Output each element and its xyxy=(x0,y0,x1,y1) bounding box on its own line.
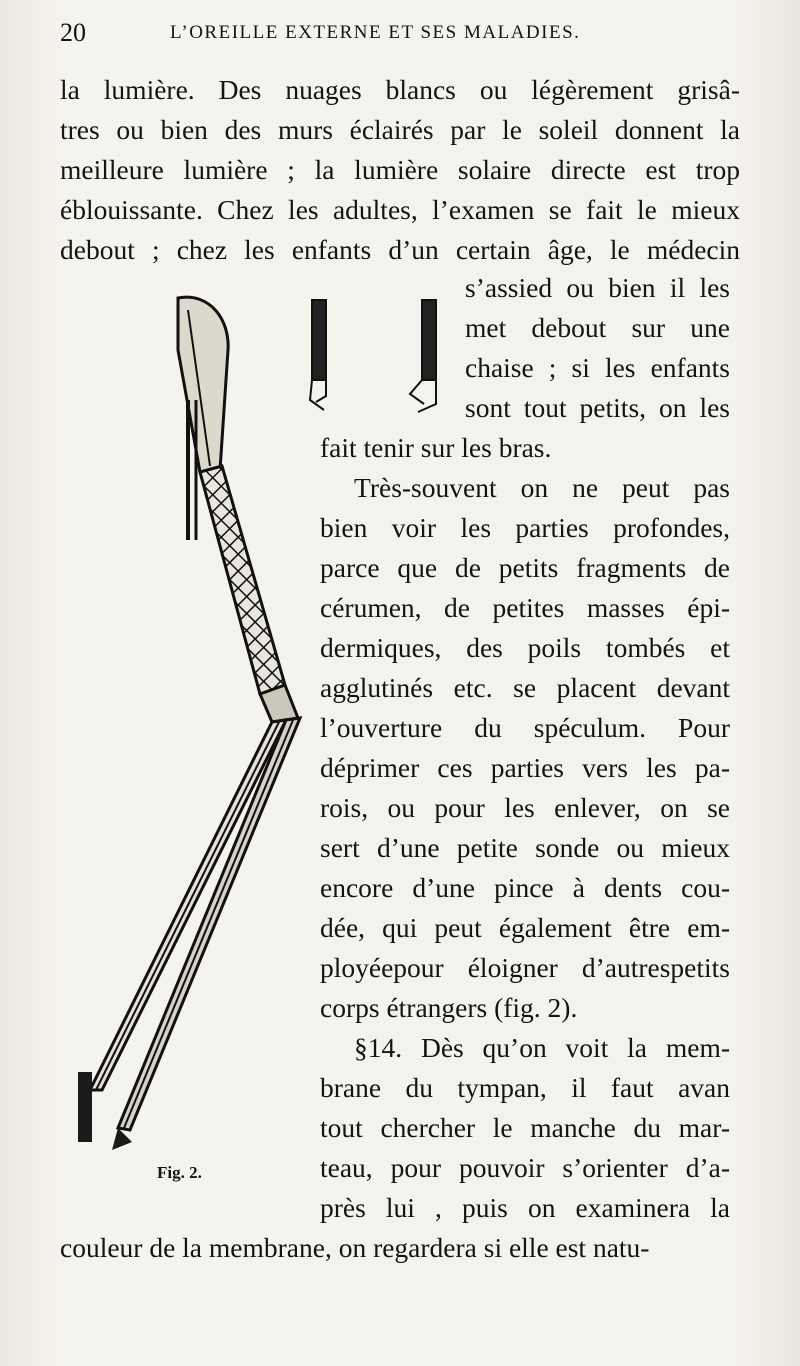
text-line: près lui , puis on examinera la xyxy=(320,1192,730,1223)
text-line: corps étrangers (fig. 2). xyxy=(320,992,578,1023)
text-line: la lumière. Des nuages blancs ou légèrement grisâ- xyxy=(60,74,740,105)
text-line: bien voir les parties profondes, xyxy=(320,512,730,543)
text-line: dée, qui peut également être em- xyxy=(320,912,730,943)
text-line: sont tout petits, on les xyxy=(465,392,730,423)
running-head: L’OREILLE EXTERNE ET SES MALADIES. xyxy=(170,22,581,43)
text-line: éblouissante. Chez les adultes, l’examen se fait le mieux xyxy=(60,194,740,225)
figure-caption: Fig. 2. xyxy=(157,1163,202,1182)
text-line: sert d’une petite sonde ou mieux xyxy=(320,832,730,863)
text-line: s’assied ou bien il les xyxy=(465,272,730,303)
text-line: debout ; chez les enfants d’un certain âge, le médecin xyxy=(60,234,740,265)
text-line: met debout sur une xyxy=(465,312,730,343)
page-number: 20 xyxy=(60,18,86,47)
text-line: cérumen, de petites masses épi- xyxy=(320,592,730,623)
text-line: tout chercher le manche du mar- xyxy=(320,1112,730,1143)
text-line: agglutinés etc. se placent devant xyxy=(320,672,730,703)
text-line: déprimer ces parties vers les pa- xyxy=(320,752,730,783)
text-line: rois, ou pour les enlever, on se xyxy=(320,792,730,823)
text-line: tres ou bien des murs éclairés par le soleil donnent la xyxy=(60,114,740,145)
text-line: meilleure lumière ; la lumière solaire directe est trop xyxy=(60,154,740,185)
text-line: teau, pour pouvoir s’orienter d’a- xyxy=(320,1152,730,1183)
text-line: encore d’une pince à dents cou- xyxy=(320,872,730,903)
text-line: parce que de petits fragments de xyxy=(320,552,730,583)
page-header xyxy=(60,18,740,52)
text-line: ployéepour éloigner d’autrespetits xyxy=(320,952,730,983)
text-line: brane du tympan, il faut avan xyxy=(320,1072,730,1103)
text-line: fait tenir sur les bras. xyxy=(320,432,552,463)
text-line: §14. Dès qu’on voit la mem- xyxy=(354,1032,730,1063)
text-line: Très-souvent on ne peut pas xyxy=(354,472,730,503)
forceps-icon xyxy=(60,290,320,1160)
text-line: l’ouverture du spéculum. Pour xyxy=(320,712,730,743)
hook-tips-illustration xyxy=(300,292,450,422)
text-line: couleur de la membrane, on regardera si elle est natu- xyxy=(60,1232,650,1263)
text-line: dermiques, des poils tombés et xyxy=(320,632,730,663)
text-line: chaise ; si les enfants xyxy=(465,352,730,383)
